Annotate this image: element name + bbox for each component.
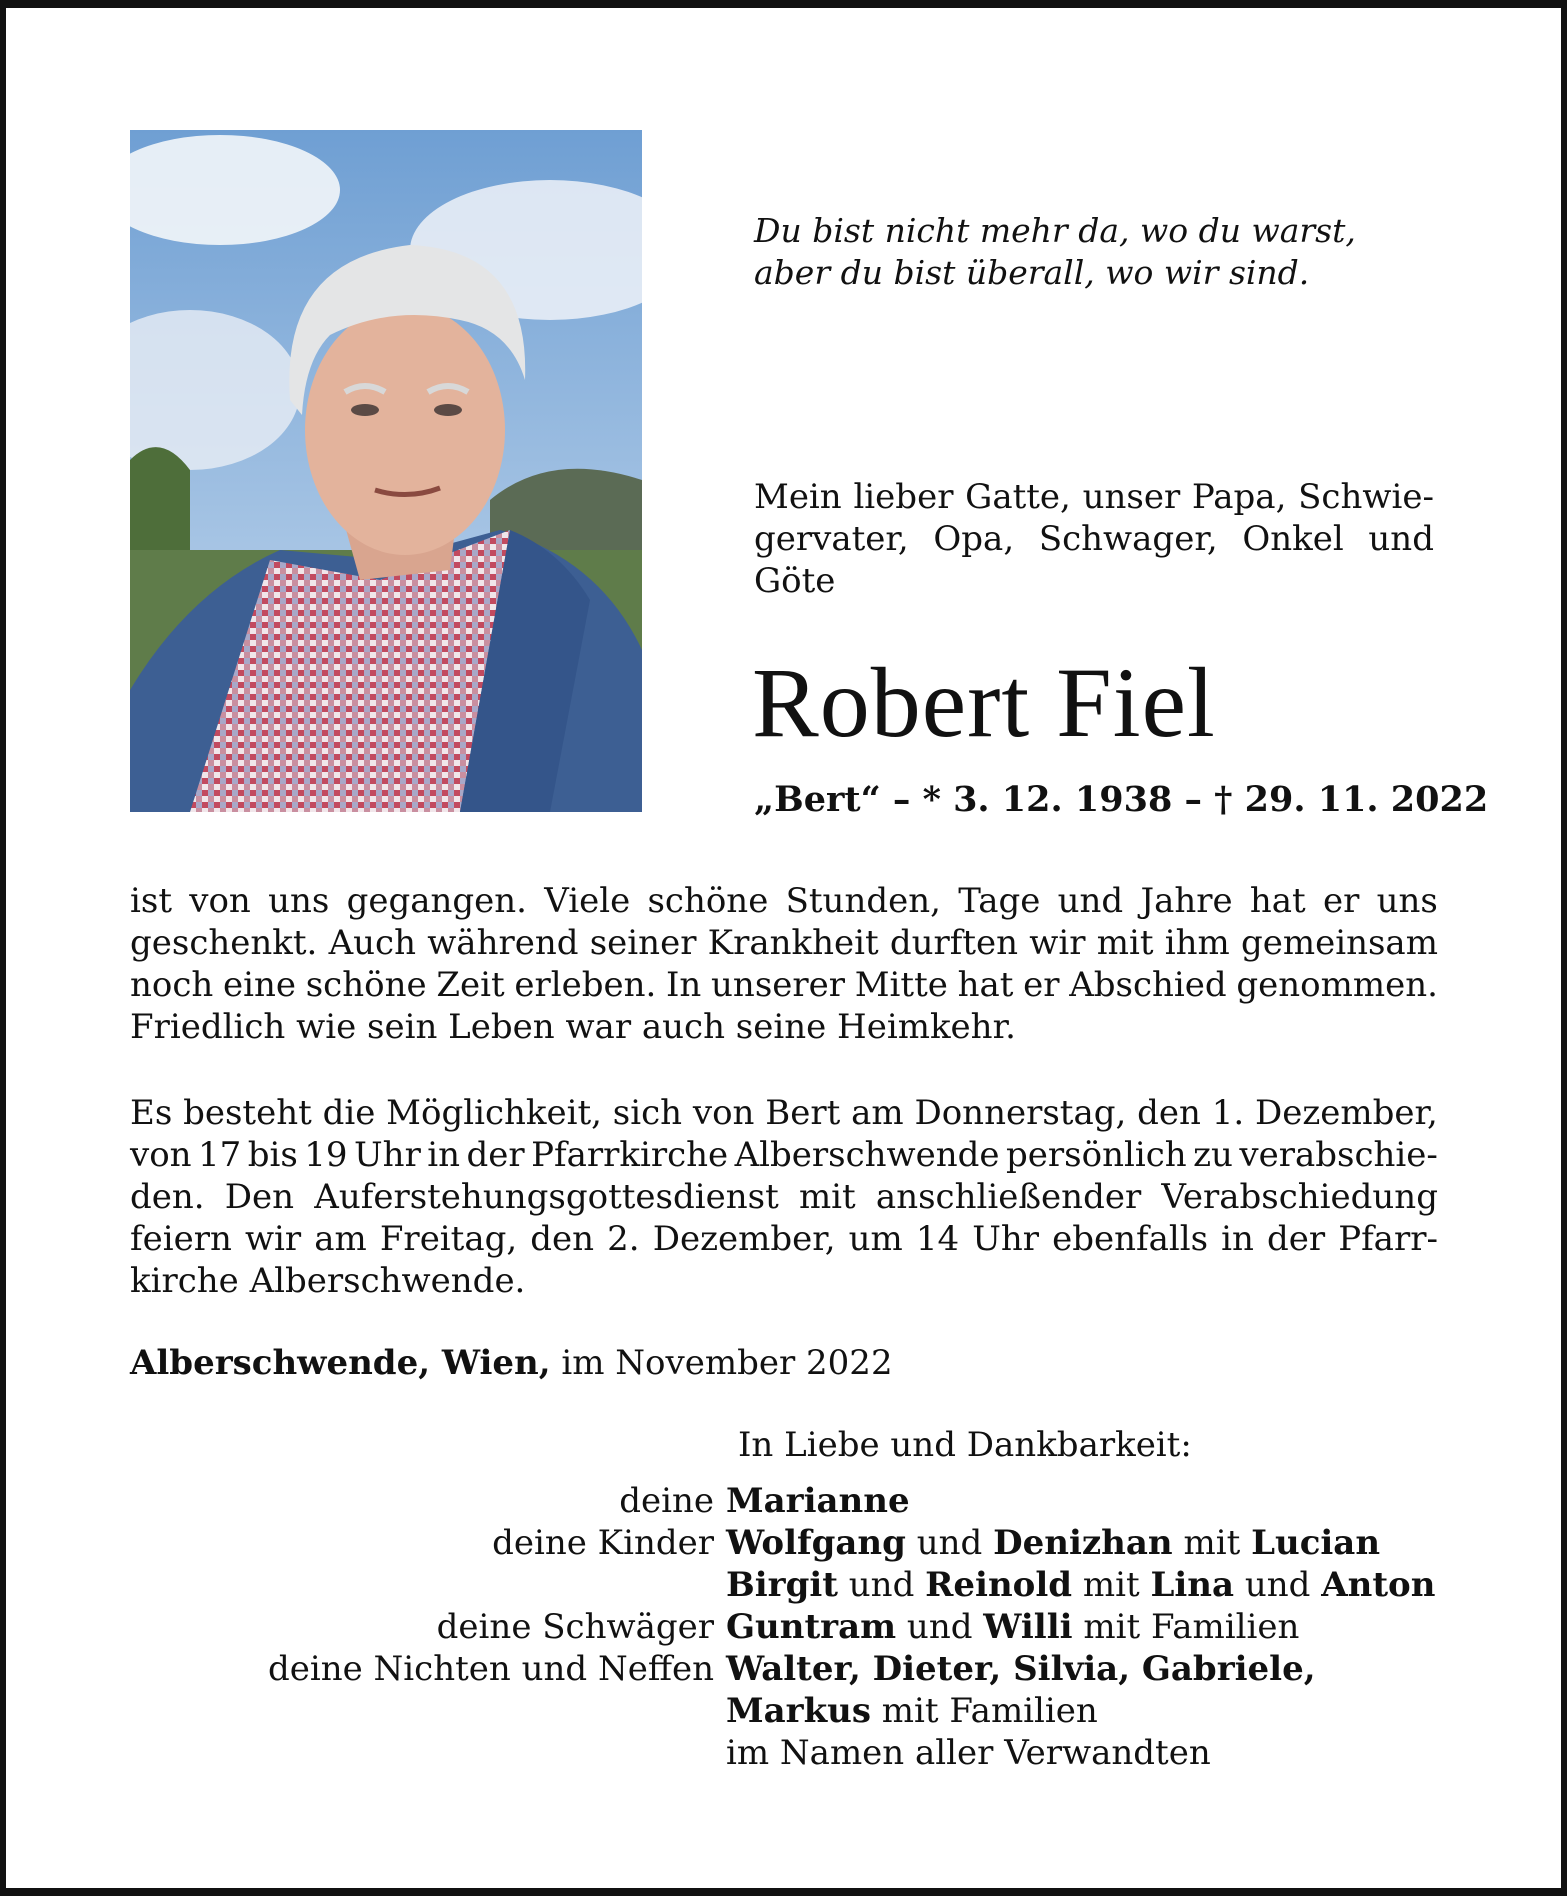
word: Onkel — [1242, 519, 1344, 559]
word: mit — [798, 1177, 856, 1217]
word: gegangen. — [346, 881, 527, 921]
paragraph-line: kirche Alberschwende. — [130, 1261, 526, 1301]
memorial-quote — [754, 210, 1454, 294]
family-names — [726, 1564, 1450, 1606]
word: Pfarrkirche — [531, 1135, 729, 1175]
word: Es — [130, 1093, 173, 1133]
family-member-name: Anton — [1321, 1565, 1436, 1605]
word: von — [189, 881, 251, 921]
family-names — [726, 1648, 1450, 1690]
word: persönlich — [1006, 1135, 1187, 1175]
word: Donnerstag, — [914, 1093, 1127, 1133]
word: uns — [1376, 881, 1438, 921]
family-row — [130, 1690, 1450, 1732]
paragraph-line: Friedlich wie sein Leben war auch seine Heimkehr. — [130, 1007, 1016, 1047]
word: Uhr — [972, 1219, 1040, 1259]
word: Mitte — [854, 965, 948, 1005]
paragraph-line — [130, 922, 1438, 964]
family-member-name: Denizhan — [993, 1523, 1173, 1563]
word: Zeit — [436, 965, 505, 1005]
word: schöne — [647, 881, 769, 921]
word: Stunden, — [785, 881, 941, 921]
connector-text: im Namen aller Verwandten — [726, 1733, 1211, 1773]
portrait-illustration — [130, 130, 642, 812]
relation-label: deine Schwäger — [436, 1607, 714, 1647]
word: von — [130, 1135, 192, 1175]
relation-label: deine Nichten und Neffen — [267, 1649, 714, 1689]
word: seiner — [589, 923, 697, 963]
word: von — [692, 1093, 755, 1133]
word: 17 — [198, 1135, 242, 1175]
word: feiern — [130, 1219, 232, 1259]
family-member-name: Guntram — [726, 1607, 897, 1647]
word: Freitag, — [379, 1219, 518, 1259]
word: Auferstehungsgottesdienst — [314, 1177, 779, 1217]
word: in — [427, 1135, 461, 1175]
word: noch — [130, 965, 214, 1005]
family-list — [130, 1480, 1450, 1774]
family-member-name: Reinold — [925, 1565, 1073, 1605]
word: durften — [889, 923, 1019, 963]
word: und — [1057, 881, 1124, 921]
word: eine — [223, 965, 297, 1005]
word: Uhr — [354, 1135, 421, 1175]
intro-line — [754, 518, 1434, 560]
relation-label: deine Kinder — [492, 1523, 714, 1563]
word: wir — [244, 1219, 302, 1259]
word: besteht — [183, 1093, 312, 1133]
word: Schwager, — [1038, 519, 1218, 559]
thanks-line: In Liebe und Dankbarkeit: — [738, 1425, 1192, 1465]
connector-text: mit Familien — [871, 1691, 1098, 1731]
paragraph-line — [130, 1176, 1438, 1218]
word: gemeinsam — [1240, 923, 1438, 963]
word: hat — [1249, 881, 1306, 921]
word: am — [851, 1093, 904, 1133]
word: 1. — [1211, 1093, 1245, 1133]
word: Pfarr- — [1338, 1219, 1438, 1259]
word: anschließender — [875, 1177, 1142, 1217]
word: mit — [1096, 923, 1154, 963]
word: Jahre — [1140, 881, 1233, 921]
relation-label — [130, 1690, 726, 1732]
connector-text: mit — [1172, 1523, 1252, 1563]
paragraph-line — [130, 1218, 1438, 1260]
word: bis — [247, 1135, 298, 1175]
word: Mein — [754, 477, 842, 517]
word: Opa, — [933, 519, 1015, 559]
life-dates: „Bert“ – * 3. 12. 1938 – † 29. 11. 2022 — [754, 779, 1489, 820]
family-names — [726, 1732, 1450, 1774]
word: Gatte, — [965, 477, 1071, 517]
word: am — [314, 1219, 367, 1259]
word: ebenfalls — [1052, 1219, 1209, 1259]
family-names — [726, 1690, 1450, 1732]
word: Schwie- — [1298, 477, 1434, 517]
word: er — [1322, 881, 1360, 921]
word: er — [1023, 965, 1060, 1005]
word: den. — [130, 1177, 205, 1217]
intro-text — [754, 476, 1434, 602]
family-member-name: Walter, Dieter, Silvia, Gabriele, — [726, 1649, 1316, 1689]
family-member-name: Willi — [983, 1607, 1073, 1647]
word: in — [1221, 1219, 1254, 1259]
farewell-paragraph — [130, 1092, 1438, 1302]
word: den — [530, 1219, 595, 1259]
word: und — [1368, 519, 1434, 559]
family-member-name: Lina — [1150, 1565, 1235, 1605]
word: lieber — [853, 477, 954, 517]
relation-label — [130, 1732, 726, 1774]
family-row — [130, 1522, 1450, 1564]
family-member-name: Wolfgang — [726, 1523, 906, 1563]
word: die — [322, 1093, 376, 1133]
portrait-photo — [130, 130, 642, 812]
relation-label: deine — [619, 1481, 714, 1521]
word: der — [466, 1135, 525, 1175]
word: während — [427, 923, 579, 963]
word: 2. — [607, 1219, 640, 1259]
word: Abschied — [1069, 965, 1227, 1005]
word: gervater, — [754, 519, 909, 559]
family-member-name: Lucian — [1251, 1523, 1381, 1563]
family-row — [130, 1732, 1450, 1774]
word: zu — [1193, 1135, 1233, 1175]
word: Viele — [544, 881, 631, 921]
connector-text: mit — [1072, 1565, 1151, 1605]
word: Möglichkeit, — [386, 1093, 602, 1133]
word: Tage — [958, 881, 1041, 921]
word: verabschie- — [1239, 1135, 1438, 1175]
word: uns — [268, 881, 330, 921]
word: unserer — [711, 965, 846, 1005]
word: den — [1137, 1093, 1201, 1133]
word: Dezember, — [1254, 1093, 1438, 1133]
word: schöne — [305, 965, 427, 1005]
paragraph-line — [130, 1134, 1438, 1176]
word: sich — [612, 1093, 683, 1133]
word: Papa, — [1191, 477, 1287, 517]
family-row — [130, 1480, 1450, 1522]
word: ihm — [1164, 923, 1230, 963]
paragraph-line — [130, 964, 1438, 1006]
family-names — [726, 1606, 1450, 1648]
word: genommen. — [1236, 965, 1438, 1005]
connector-text: und — [837, 1565, 926, 1605]
date-text: im November 2022 — [550, 1343, 893, 1383]
intro-line: Göte — [754, 561, 836, 601]
deceased-name: Robert Fiel — [752, 647, 1216, 758]
family-member-name: Marianne — [726, 1481, 910, 1521]
family-member-name: Birgit — [726, 1565, 838, 1605]
family-row — [130, 1606, 1450, 1648]
word: Dezember, — [652, 1219, 836, 1259]
place-date-line — [130, 1342, 893, 1384]
connector-text: und — [1234, 1565, 1322, 1605]
word: In — [666, 965, 702, 1005]
family-row — [130, 1564, 1450, 1606]
connector-text: und — [896, 1607, 984, 1647]
word: ist — [130, 881, 172, 921]
word: 14 — [915, 1219, 960, 1259]
word: wir — [1029, 923, 1086, 963]
family-names — [726, 1480, 1450, 1522]
word: geschenkt. — [130, 923, 318, 963]
place-names: Alberschwende, Wien, — [130, 1343, 551, 1383]
intro-line — [754, 476, 1434, 518]
connector-text: und — [905, 1523, 994, 1563]
word: unser — [1082, 477, 1181, 517]
word: Krankheit — [707, 923, 879, 963]
paragraph-line — [130, 880, 1438, 922]
family-names — [726, 1522, 1450, 1564]
word: Alberschwende — [734, 1135, 1000, 1175]
word: Bert — [765, 1093, 841, 1133]
family-row — [130, 1648, 1450, 1690]
family-member-name: Markus — [726, 1691, 871, 1731]
relation-label — [130, 1564, 726, 1606]
word: 19 — [304, 1135, 348, 1175]
word: hat — [957, 965, 1014, 1005]
word: um — [848, 1219, 903, 1259]
announcement-paragraph — [130, 880, 1438, 1048]
word: Verabschiedung — [1161, 1177, 1438, 1217]
word: erleben. — [514, 965, 657, 1005]
word: Den — [224, 1177, 295, 1217]
word: Auch — [328, 923, 416, 963]
quote-line: aber du bist überall, wo wir sind. — [754, 253, 1310, 292]
paragraph-line — [130, 1092, 1438, 1134]
word: der — [1267, 1219, 1326, 1259]
connector-text: mit Familien — [1072, 1607, 1300, 1647]
quote-line: Du bist nicht mehr da, wo du warst, — [754, 211, 1356, 250]
